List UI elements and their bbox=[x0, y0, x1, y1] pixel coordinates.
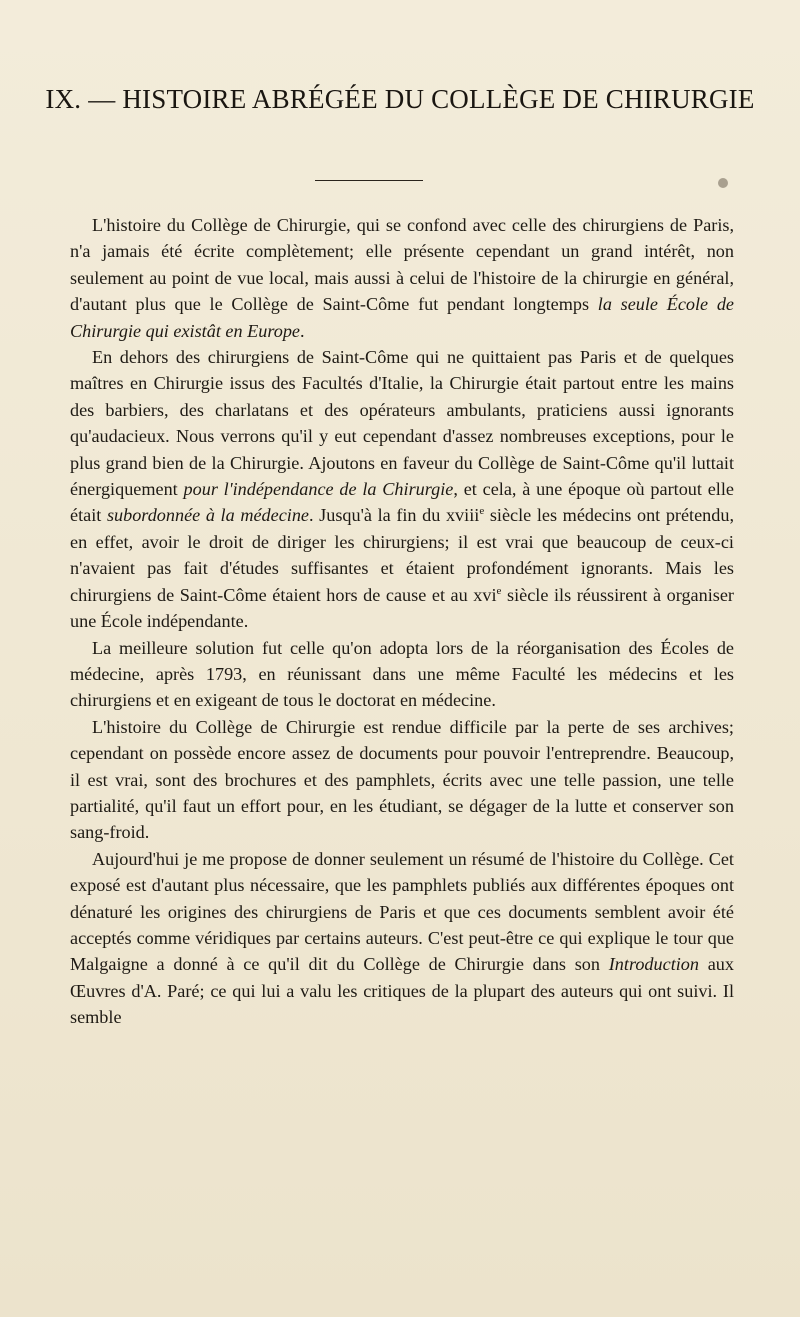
paragraph-2-sup-a: e bbox=[479, 505, 485, 518]
paragraph-2-text-e: siècle ils réussirent à organiser une École indépendante. bbox=[70, 584, 734, 632]
body-text bbox=[70, 212, 734, 1031]
paragraph-3: La meilleure solution fut celle qu'on adopta lors de la réorganisation des Écoles de médecine, après 1793, en réunissant dans une même Faculté les médecins et les chirurgiens et en exigeant de tous le doctorat en médecine. bbox=[70, 637, 734, 711]
paragraph-2-italic-b: subordonnée à la médecine bbox=[106, 505, 309, 526]
paragraph-5-italic: Introduction bbox=[608, 954, 699, 975]
paragraph-2-text-b: , et cela, à une époque où partout elle était bbox=[70, 479, 734, 526]
paragraph-2-text-c: . Jusqu'à la fin du xviii bbox=[309, 505, 480, 526]
paragraph-1-end: . bbox=[300, 320, 305, 341]
paragraph-5-text-b: aux Œuvres d'A. Paré; ce qui lui a valu les critiques de la plupart des auteurs qui ont suivi. Il semble bbox=[70, 954, 734, 1028]
ink-spot bbox=[718, 178, 728, 188]
paragraph-1-italic: la seule École de Chirurgie qui existât en Europe bbox=[70, 294, 734, 341]
paragraph-2-text-a: En dehors des chirurgiens de Saint-Côme qui ne quittaient pas Paris et de quelques maîtres en Chirurgie issus des Facultés d'Italie, la Chirurgie était partout entre les mains des barbiers, des charlatans et des opérateurs ambulants, praticiens aussi ignorants qu'audacieux. Nous verrons qu'il y eut cependant d'assez nombreuses exceptions, pour le plus grand bien de la Chirurgie. Ajoutons en faveur du Collège de Saint-Côme qu'il luttait énergiquement bbox=[70, 347, 734, 500]
chapter-title: IX. — HISTOIRE ABRÉGÉE DU COLLÈGE DE CHIRURGIE bbox=[45, 84, 755, 114]
paragraph-2-sup-b: e bbox=[496, 584, 502, 597]
paragraph-5-text-a: Aujourd'hui je me propose de donner seulement un résumé de l'histoire du Collège. Cet exposé est d'autant plus nécessaire, que les pamphlets publiés aux différentes époques ont dénaturé les origines des chirurgiens de Paris et que ces documents semblent avoir été acceptés comme véridiques par certains auteurs. C'est peut-être ce qui explique le tour que Malgaigne a donné à ce qu'il dit du Collège de Chirurgie dans son bbox=[70, 848, 734, 975]
paragraph-2-italic-a: pour l'indépendance de la Chirurgie bbox=[183, 479, 454, 500]
paragraph-5 bbox=[70, 846, 734, 1031]
paragraph-1 bbox=[70, 212, 734, 344]
paragraph-2 bbox=[70, 344, 734, 634]
paragraph-2-text-d: siècle les médecins ont prétendu, en effet, avoir le droit de diriger les chirurgiens; il est vrai que beaucoup de ceux-ci n'avaient pas fait d'études suffisantes et étaient profondément ignorants. Mais les chirurgiens de Saint-Côme étaient hors de cause et au xvi bbox=[70, 505, 735, 605]
title-rule bbox=[315, 180, 423, 181]
paragraph-4: L'histoire du Collège de Chirurgie est rendue difficile par la perte de ses archives; cependant on possède encore assez de documents pour pouvoir l'entreprendre. Beaucoup, il est vrai, sont des brochures et des pamphlets, écrits avec une telle passion, une telle partialité, qu'il faut un effort pour, en les étudiant, se dégager de la lutte et conserver son sang-froid. bbox=[70, 716, 734, 843]
paragraph-1-text: L'histoire du Collège de Chirurgie, qui se confond avec celle des chirurgiens de Paris, n'a jamais été écrite complètement; elle présente cependant un grand intérêt, non seulement au point de vue local, mais aussi à celui de l'histoire de la chirurgie en général, d'autant plus que le Collège de Saint-Côme fut pendant longtemps bbox=[70, 215, 734, 315]
